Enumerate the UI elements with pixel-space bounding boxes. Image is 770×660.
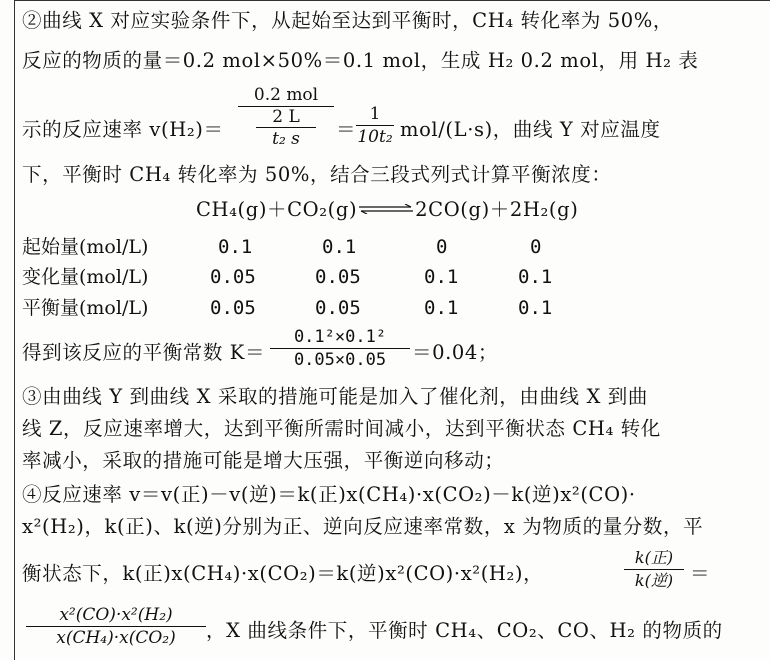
top-border	[14, 0, 770, 1]
p3-line-1: ③由曲线 Y 到曲线 X 采取的措施可能是加入了催化剂，由曲线 X 到曲	[22, 385, 648, 408]
p2-line-3-suffix: mol/(L·s)，曲线 Y 对应温度	[400, 118, 661, 141]
row-initial-co2: 0.1	[322, 236, 357, 258]
mole-ratio-numerator: x²(CO)·x²(H₂)	[59, 605, 173, 625]
p2-line-3-prefix: 示的反应速率 v(H₂)＝	[22, 118, 224, 141]
reaction-products: 2CO(g)＋2H₂(g)	[415, 198, 579, 221]
k-prefix: 得到该反应的平衡常数 K＝	[22, 341, 266, 364]
row-equilibrium-co: 0.1	[424, 297, 459, 319]
equals-sign: ＝	[336, 118, 357, 141]
row-equilibrium-co2: 0.05	[315, 297, 361, 319]
row-change-h2: 0.1	[518, 266, 553, 288]
k-result: ＝0.04；	[412, 341, 499, 364]
p4-line-3-prefix: 衡状态下，k(正)x(CH₄)·x(CO₂)＝k(逆)x²(CO)·x²(H₂)，	[22, 562, 544, 585]
row-equilibrium-ch4: 0.05	[210, 297, 256, 319]
reaction-reactants: CH₄(g)＋CO₂(g)	[196, 198, 358, 221]
p2-line-4: 下，平衡时 CH₄ 转化率为 50%，结合三段式列式计算平衡浓度：	[22, 163, 612, 186]
k-denominator: 0.05×0.05	[293, 350, 387, 370]
p4-line-4-suffix: ，X 曲线条件下，平衡时 CH₄、CO₂、CO、H₂ 的物质的	[206, 619, 723, 642]
rate-fraction	[238, 84, 334, 150]
rate-fraction-numerator: 0.2 mol	[253, 85, 319, 105]
rate-result-fraction	[356, 103, 394, 148]
row-change-co: 0.1	[424, 266, 459, 288]
reaction-equation	[196, 197, 578, 223]
rate-result-num: 1	[369, 104, 381, 124]
ratio-numerator: k(正)	[634, 548, 674, 567]
row-initial-ch4: 0.1	[218, 236, 253, 258]
rate-fraction-inner-num: 2 L	[272, 107, 300, 127]
ratio-equals: ＝	[690, 562, 711, 585]
k-fraction	[270, 326, 410, 371]
p3-line-2: 线 Z，反应速率增大，达到平衡所需时间减小，达到平衡状态 CH₄ 转化	[22, 417, 661, 440]
row-initial-co: 0	[436, 236, 448, 258]
rate-result-den: 10t₂	[357, 127, 393, 147]
row-initial-h2: 0	[530, 236, 542, 258]
row-initial-label: 起始量(mol/L)	[22, 236, 149, 258]
row-change-label: 变化量(mol/L)	[22, 266, 149, 288]
row-equilibrium-h2: 0.1	[518, 297, 553, 319]
p4-line-2: x²(H₂)，k(正)、k(逆)分别为正、逆向反应速率常数，x 为物质的量分数，平	[22, 515, 704, 538]
left-border	[14, 0, 15, 660]
p4-line-1: ④反应速率 v＝v(正)－v(逆)＝k(正)x(CH₄)·x(CO₂)－k(逆)x²(CO)·	[22, 483, 636, 506]
row-change-ch4: 0.05	[210, 266, 256, 288]
row-equilibrium-label: 平衡量(mol/L)	[22, 297, 149, 319]
k-numerator: 0.1²×0.1²	[293, 327, 387, 347]
p2-line-1: ②曲线 X 对应实验条件下，从起始至达到平衡时，CH₄ 转化率为 50%，	[22, 9, 673, 32]
equilibrium-arrow-icon	[357, 204, 415, 214]
row-change-co2: 0.05	[315, 266, 361, 288]
ratio-denominator: k(逆)	[634, 571, 674, 590]
rate-constant-ratio	[624, 547, 684, 592]
p2-line-2: 反应的物质的量＝0.2 mol×50%＝0.1 mol，生成 H₂ 0.2 mol，用 H₂ 表	[22, 49, 699, 72]
mole-ratio-denominator: x(CH₄)·x(CO₂)	[56, 628, 176, 648]
rate-fraction-inner-den: t₂ s	[272, 129, 300, 149]
p3-line-3: 率减小，采取的措施可能是增大压强，平衡逆向移动；	[22, 449, 505, 472]
mole-fraction-ratio	[26, 604, 206, 649]
